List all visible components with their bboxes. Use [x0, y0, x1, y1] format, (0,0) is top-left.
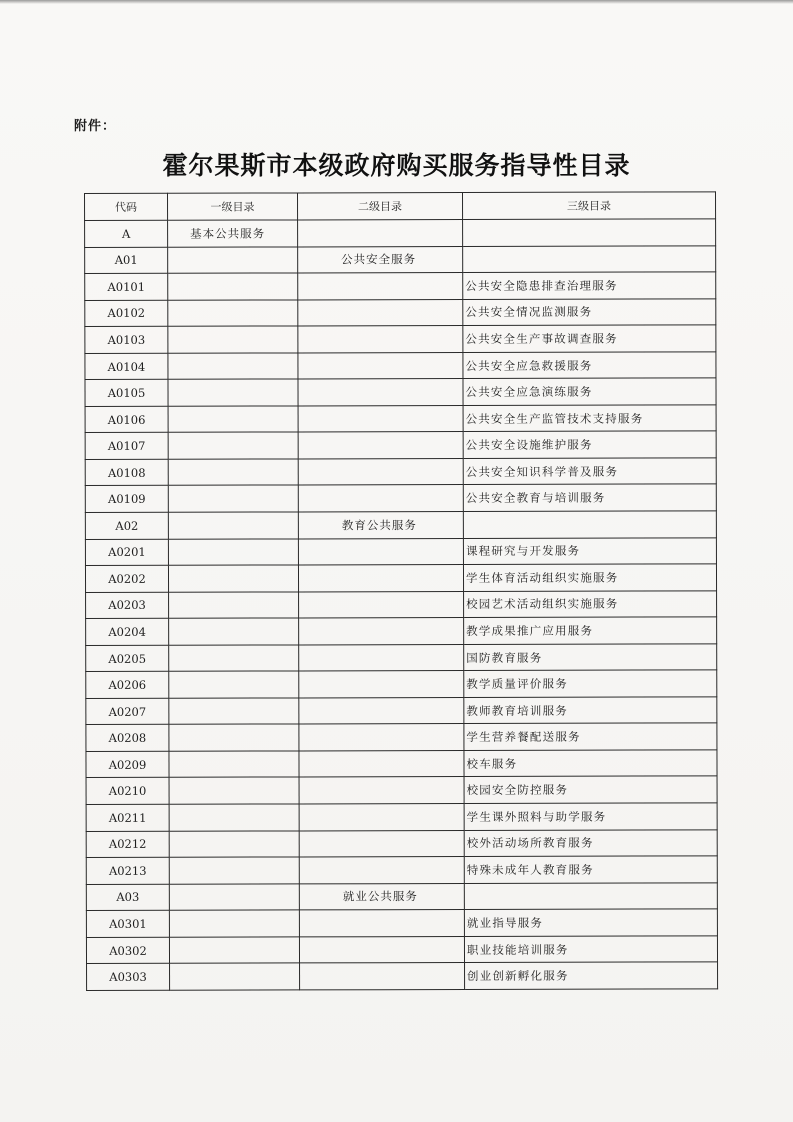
cell-level3	[463, 511, 716, 538]
table-row	[85, 511, 716, 539]
cell-level2	[298, 538, 463, 565]
cell-level2	[299, 618, 464, 645]
cell-level3: 就业指导服务	[464, 909, 717, 936]
cell-level1	[168, 246, 298, 273]
cell-level2	[298, 326, 463, 353]
cell-level1	[169, 671, 299, 698]
cell-level1	[169, 645, 299, 672]
cell-code: A0213	[86, 857, 169, 884]
cell-code: A03	[86, 884, 169, 911]
cell-level2	[299, 830, 464, 857]
table-row	[86, 829, 717, 857]
table-row	[85, 405, 716, 433]
table-row	[86, 591, 717, 619]
table-row	[85, 537, 716, 565]
table-row	[85, 325, 716, 353]
cell-level3: 课程研究与开发服务	[463, 537, 716, 564]
table-row	[86, 776, 717, 804]
cell-level1	[168, 539, 298, 566]
cell-code: A0209	[86, 751, 169, 778]
attachment-label: 附件：	[74, 119, 117, 134]
cell-level1	[168, 565, 298, 592]
cell-level2	[298, 485, 463, 512]
cell-level3	[463, 245, 716, 272]
cell-code: A0109	[85, 486, 168, 513]
table-row	[85, 245, 716, 273]
cell-level3: 校园安全防控服务	[464, 776, 717, 803]
cell-level1	[169, 751, 299, 778]
cell-level1	[168, 485, 298, 512]
cell-level3: 校园艺术活动组织实施服务	[464, 591, 717, 618]
table-row	[86, 803, 717, 831]
cell-code: A0208	[86, 725, 169, 752]
table-row	[86, 644, 717, 672]
cell-level3: 公共安全情况监测服务	[463, 298, 716, 325]
table-row	[86, 883, 717, 911]
header-level1: 一级目录	[168, 193, 298, 220]
cell-level2	[299, 591, 464, 618]
cell-level2	[298, 405, 463, 432]
cell-code: A0303	[87, 964, 170, 991]
cell-code: A0105	[85, 380, 168, 407]
cell-code: A0201	[85, 539, 168, 566]
cell-level2	[299, 644, 464, 671]
cell-code: A0106	[85, 406, 168, 433]
cell-level3: 学生课外照料与助学服务	[464, 803, 717, 830]
cell-code: A0204	[86, 618, 169, 645]
cell-level1	[168, 353, 298, 380]
cell-level1	[168, 300, 298, 327]
cell-code: A0205	[86, 645, 169, 672]
table-row	[87, 962, 718, 990]
table-header-row	[85, 192, 716, 221]
cell-level3: 公共安全隐患排查治理服务	[463, 272, 716, 299]
cell-level3: 公共安全应急救援服务	[463, 352, 716, 379]
cell-level2	[298, 458, 463, 485]
cell-level3: 特殊未成年人教育服务	[464, 856, 717, 883]
cell-level2	[298, 273, 463, 300]
table-row	[86, 617, 717, 645]
cell-level1	[168, 459, 298, 486]
cell-code: A0102	[85, 300, 168, 327]
cell-code: A0206	[86, 672, 169, 699]
cell-level3: 学生体育活动组织实施服务	[463, 564, 716, 591]
cell-level1	[169, 777, 299, 804]
cell-level1	[169, 937, 299, 964]
header-level3: 三级目录	[463, 192, 716, 220]
cell-level3: 公共安全教育与培训服务	[463, 484, 716, 511]
cell-level2	[300, 963, 465, 990]
table-row	[86, 856, 717, 884]
cell-level1	[169, 910, 299, 937]
cell-level1	[168, 406, 298, 433]
cell-level3: 国防教育服务	[464, 644, 717, 671]
cell-code: A0207	[86, 698, 169, 725]
cell-level1	[169, 884, 299, 911]
table-row	[86, 750, 717, 778]
cell-level2	[298, 565, 463, 592]
table-row	[85, 458, 716, 486]
cell-level1	[168, 379, 298, 406]
cell-code: A0212	[86, 831, 169, 858]
table-row	[85, 219, 716, 247]
cell-level3: 教师教育培训服务	[464, 697, 717, 724]
cell-code: A01	[85, 247, 168, 274]
cell-level2	[298, 299, 463, 326]
cell-code: A0203	[86, 592, 169, 619]
cell-level1	[168, 273, 298, 300]
cell-code: A0210	[86, 778, 169, 805]
cell-level2: 教育公共服务	[298, 512, 463, 539]
cell-code: A0103	[85, 326, 168, 353]
cell-level3: 教学成果推广应用服务	[464, 617, 717, 644]
cell-level3	[464, 883, 717, 910]
cell-level2	[299, 724, 464, 751]
cell-level2	[298, 220, 463, 247]
table-row	[85, 564, 716, 592]
cell-level1	[169, 857, 299, 884]
cell-level3	[463, 219, 716, 246]
cell-level3: 公共安全知识科学普及服务	[463, 458, 716, 485]
cell-level3: 职业技能培训服务	[464, 936, 717, 963]
table-row	[86, 723, 717, 751]
cell-code: A0108	[85, 459, 168, 486]
cell-level3: 公共安全设施维护服务	[463, 431, 716, 458]
cell-level3: 公共安全生产事故调查服务	[463, 325, 716, 352]
cell-level1	[169, 698, 299, 725]
cell-code: A0301	[86, 910, 169, 937]
service-catalog-table	[84, 191, 718, 991]
cell-level3: 校外活动场所教育服务	[464, 829, 717, 856]
cell-code: A0302	[86, 937, 169, 964]
cell-level3: 创业创新孵化服务	[465, 962, 718, 989]
table-row	[85, 352, 716, 380]
cell-level2	[299, 936, 464, 963]
header-level2: 二级目录	[298, 193, 463, 220]
cell-level1	[169, 831, 299, 858]
table-row	[86, 909, 717, 937]
cell-code: A0107	[85, 433, 168, 460]
table-row	[86, 670, 717, 698]
cell-code: A0202	[85, 565, 168, 592]
cell-code: A0211	[86, 804, 169, 831]
table-row	[85, 431, 716, 459]
cell-level3: 公共安全生产监管技术支持服务	[463, 405, 716, 432]
cell-level1	[168, 326, 298, 353]
cell-code: A02	[85, 512, 168, 539]
cell-level1	[169, 804, 299, 831]
table-row	[86, 936, 717, 964]
cell-level1	[170, 963, 300, 990]
cell-level1	[169, 618, 299, 645]
cell-level2	[299, 750, 464, 777]
cell-level2	[298, 432, 463, 459]
cell-level2	[298, 379, 463, 406]
cell-code: A0104	[85, 353, 168, 380]
table-row	[85, 378, 716, 406]
cell-level2	[299, 910, 464, 937]
cell-level3: 教学质量评价服务	[464, 670, 717, 697]
cell-level3: 公共安全应急演练服务	[463, 378, 716, 405]
table-row	[85, 298, 716, 326]
cell-level2	[299, 777, 464, 804]
cell-code: A0101	[85, 273, 168, 300]
cell-level2	[299, 857, 464, 884]
cell-level2: 就业公共服务	[299, 883, 464, 910]
cell-level1	[168, 512, 298, 539]
table-row	[85, 484, 716, 512]
cell-level3: 学生营养餐配送服务	[464, 723, 717, 750]
cell-level1	[169, 592, 299, 619]
cell-level1: 基本公共服务	[168, 220, 298, 247]
cell-level2: 公共安全服务	[298, 246, 463, 273]
document-title: 霍尔果斯市本级政府购买服务指导性目录	[162, 151, 631, 180]
table-row	[86, 697, 717, 725]
cell-level1	[169, 724, 299, 751]
cell-code: A	[85, 220, 168, 247]
cell-level3: 校车服务	[464, 750, 717, 777]
cell-level2	[299, 671, 464, 698]
cell-level2	[298, 352, 463, 379]
header-code: 代码	[85, 193, 168, 220]
cell-level2	[299, 804, 464, 831]
cell-level1	[168, 432, 298, 459]
table-row	[85, 272, 716, 300]
cell-level2	[299, 697, 464, 724]
